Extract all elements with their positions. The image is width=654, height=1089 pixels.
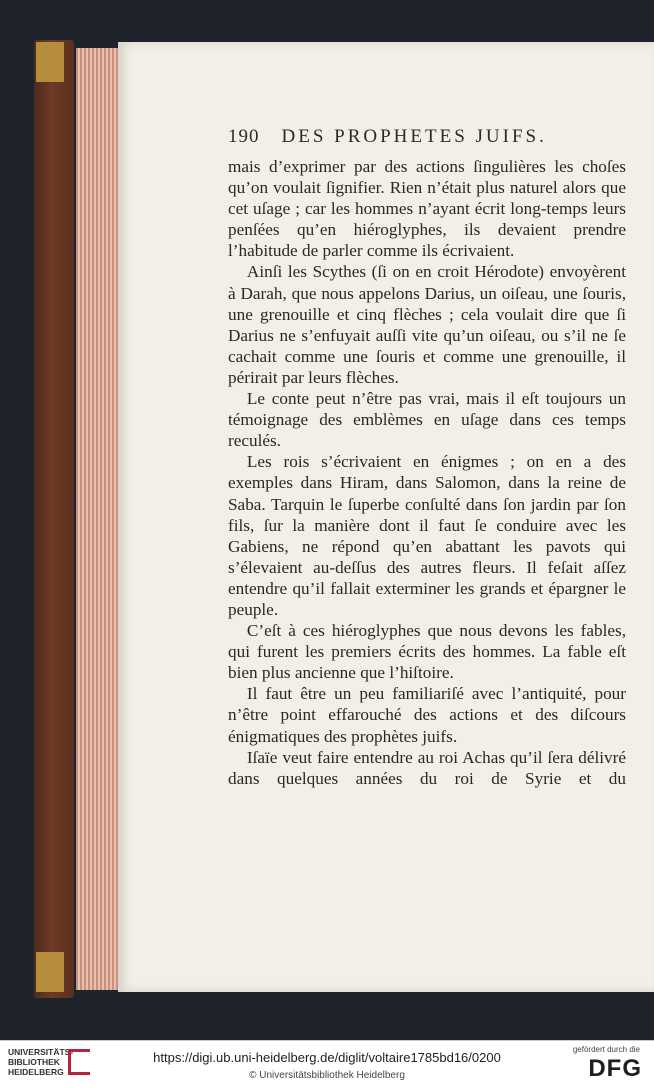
cover-corner-bottom — [36, 952, 64, 992]
page-text — [228, 156, 626, 789]
funder-caption: gefördert durch die — [572, 1045, 640, 1054]
paragraph: Il faut être un peu familiariſé avec l’antiquité, pour n’être point effarouché des actions et des diſcours énigmatiques des prophètes juifs. — [228, 684, 626, 746]
paragraph: Iſaïe veut faire entendre au roi Achas qu’il ſera délivré dans quelques années du roi de Syrie et du — [228, 747, 626, 788]
running-head: DES PROPHETES JUIFS. — [281, 126, 547, 147]
paragraph: Les rois s’écrivaient en énigmes ; on en a des exemples dans Hiram, dans Salomon, dans la reine de Saba. Tarquin le ſuperbe conſulté dans ſon jardin par ſon fils, ſur la manière dont il faut ſe conduire avec les Gabiens, ne répond qu’en abattant les pavots qui s’élevaient au-deſſus des autres fleurs. Il feſait aſſez entendre qu’il fallait exterminer les grands et épargner le peuple. — [228, 452, 626, 619]
library-name: UNIVERSITÄTS- BIBLIOTHEK HEIDELBERG — [8, 1047, 74, 1077]
paragraph: Ainſi les Scythes (ſi on en croit Hérodote) envoyèrent à Darah, que nous appelons Darius, un oiſeau, une ſouris, une grenouille et cinq flèches ; cela voulait dire que ſi Darius ne s’enfuyait auſſi vite qu’un oiſeau, ou s’il ne ſe cachait comme une ſouris et comme une grenouille, il périrait par leurs flèches. — [228, 262, 626, 387]
page-number: 190 — [228, 126, 260, 147]
dfg-logo[interactable]: DFG — [588, 1055, 642, 1082]
copyright-text: © Universitätsbibliothek Heidelberg — [249, 1070, 405, 1081]
viewer-footer — [0, 1040, 654, 1089]
cover-corner-top — [36, 42, 64, 82]
paragraph: Le conte peut n’être pas vrai, mais il eſt toujours un témoignage des emblèmes en uſage dans ces temps reculés. — [228, 389, 626, 451]
paragraph: mais d’exprimer par des actions ſingulières les choſes qu’on voulait ſignifier. Rien n’était plus naturel alors que cet uſage ; car les hommes n’ayant écrit long-temps leurs penſées qu’en hiéroglyphes, ils devaient prendre l’habitude de parler comme ils écrivaient. — [228, 157, 626, 261]
page-edges — [76, 48, 120, 990]
paragraph: C’eſt à ces hiéroglyphes que nous devons les fables, qui furent les premiers écrits des hommes. La fable eſt bien plus ancienne que l’hiſtoire. — [228, 621, 626, 683]
permalink[interactable]: https://digi.ub.uni-heidelberg.de/diglit/voltaire1785bd16/0200 — [153, 1050, 501, 1065]
page-header — [228, 126, 628, 148]
book-cover-edge — [34, 40, 74, 998]
